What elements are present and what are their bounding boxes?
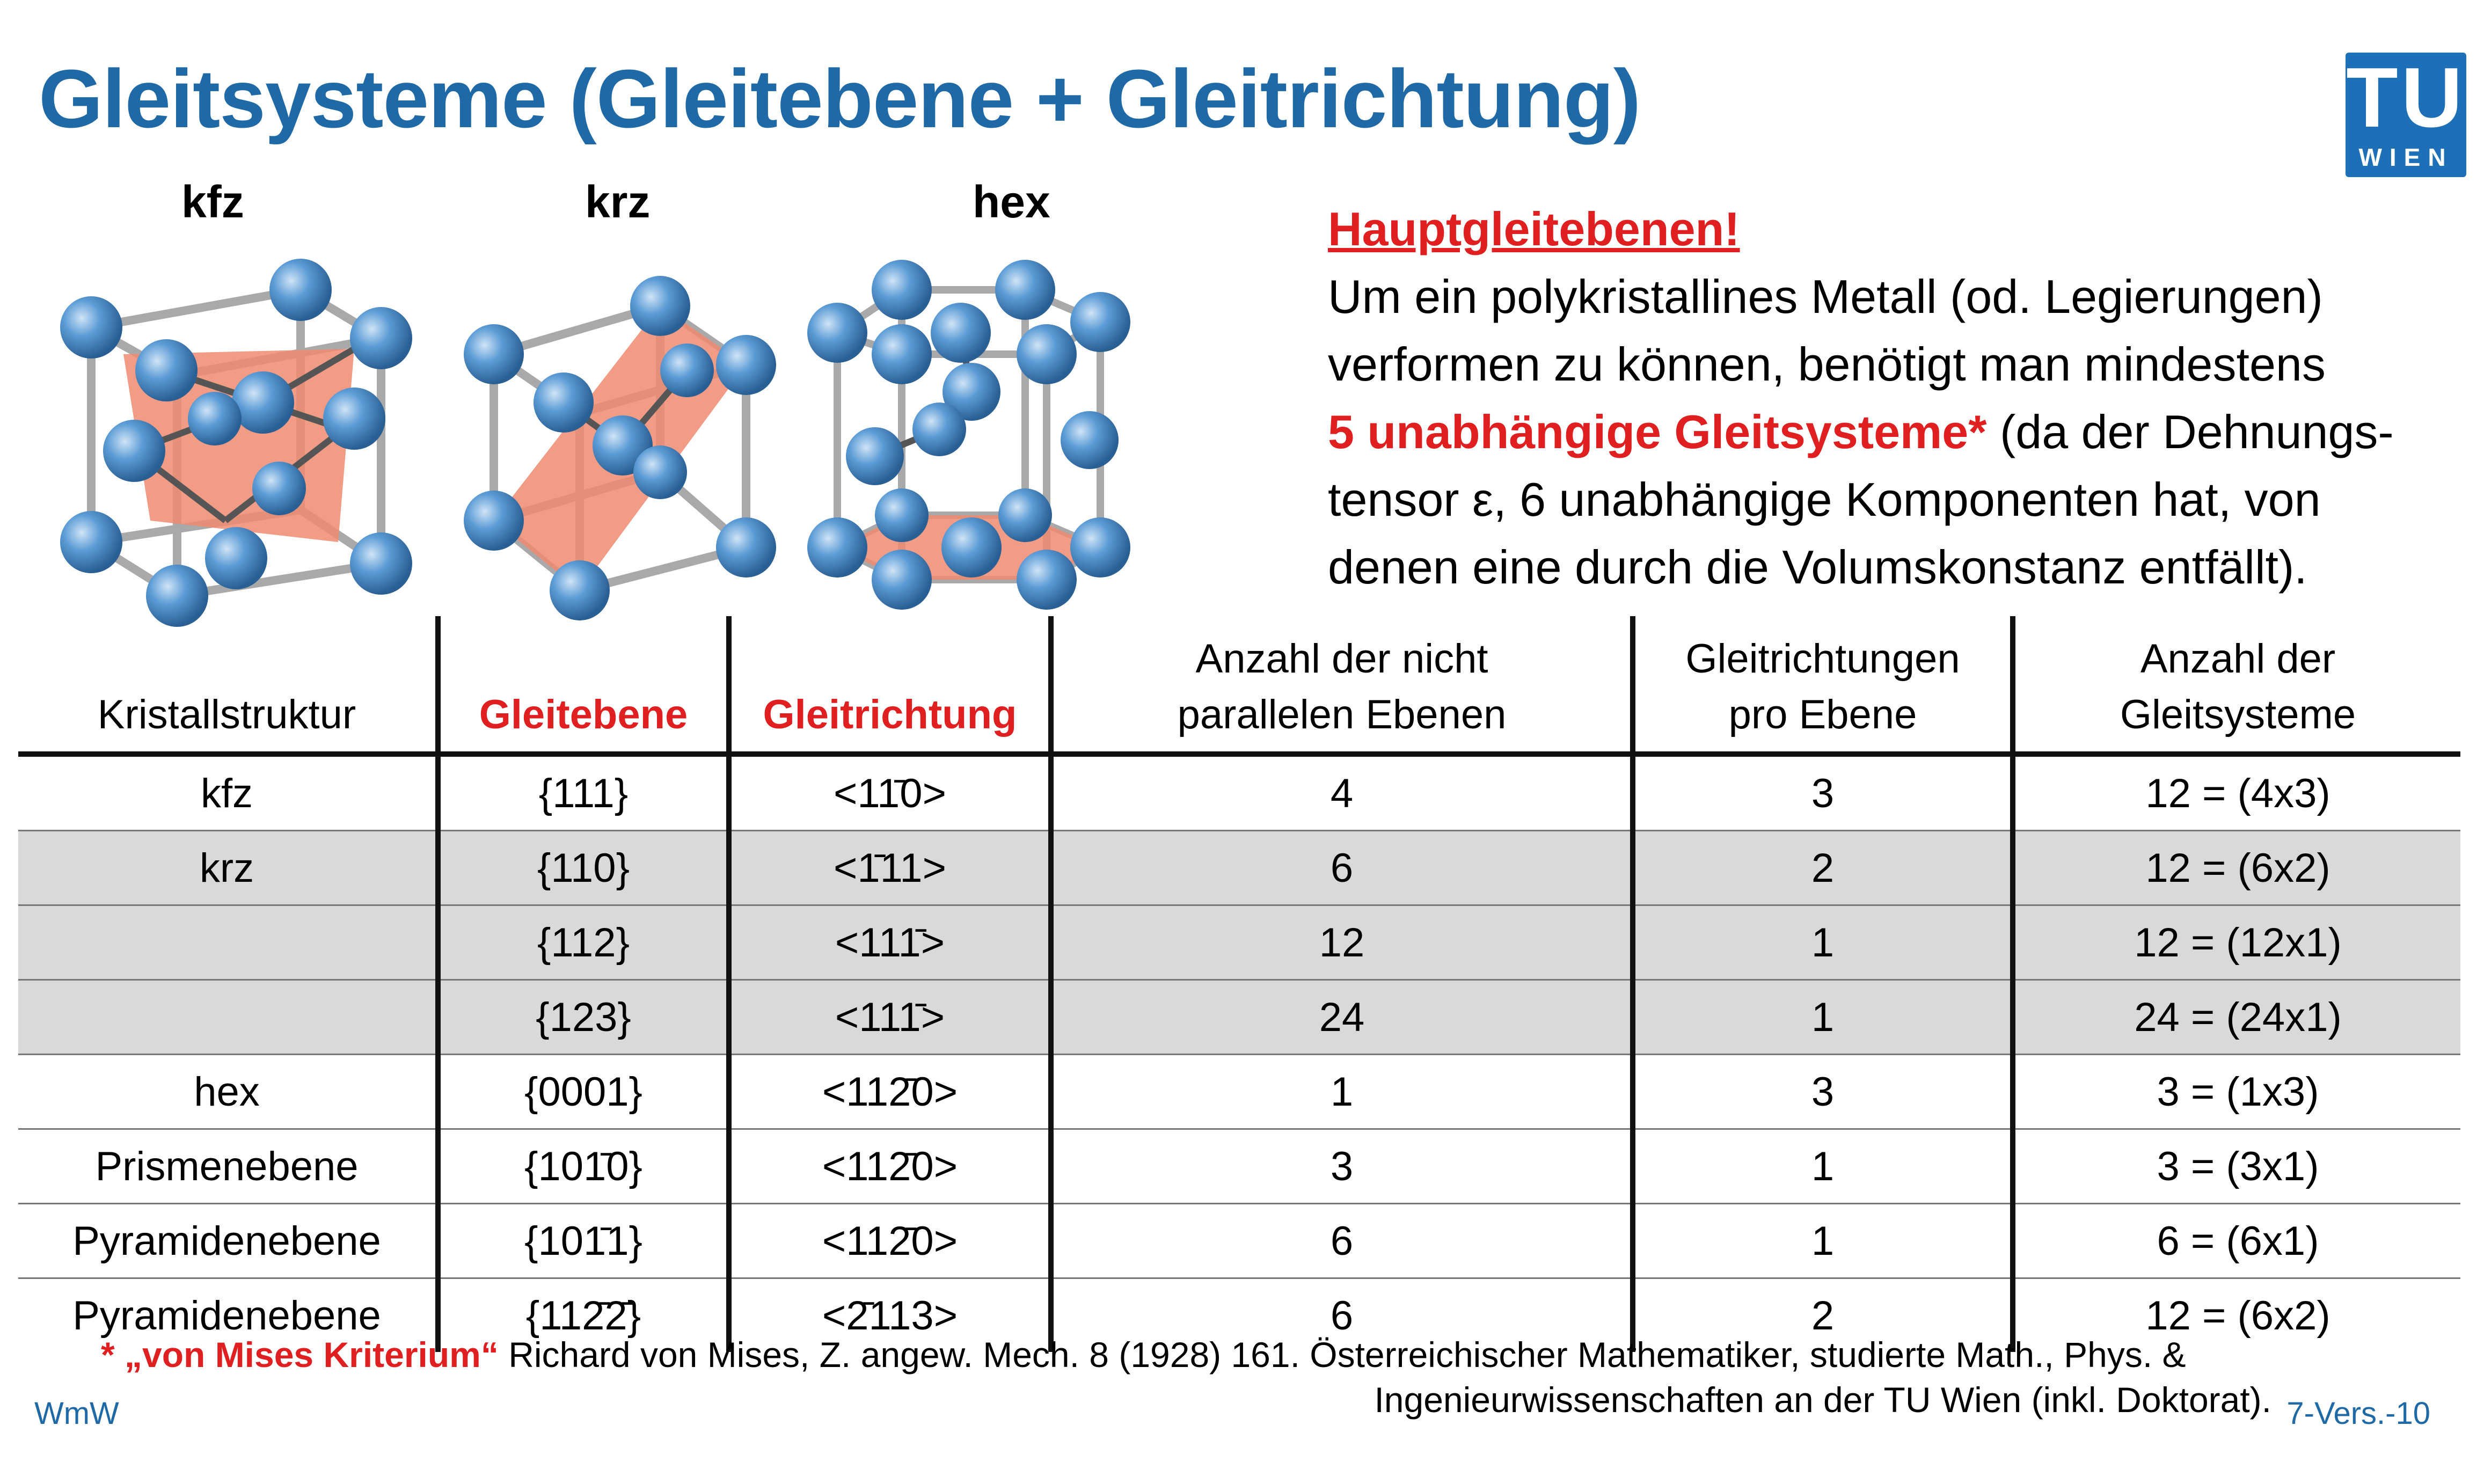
info-paragraph [1328,263,2460,601]
cell-struct: krz [18,831,438,905]
footnote-text: Richard von Mises, Z. angew. Mech. 8 (1928) 161. Österreichischer Mathematiker, studierte Math., Phys. & [498,1335,2186,1375]
cell-n-planes: 6 [1051,1204,1633,1278]
header-num-sys-2: Gleitsysteme [2120,692,2356,737]
info-highlight: 5 unabhängige Gleitsysteme* [1328,405,1987,458]
cell-n-planes: 6 [1051,831,1633,905]
cell-dir: <1̄11> [729,831,1051,905]
hcp-unit-cell-icon [800,247,1208,644]
cell-dir: <112̄0> [729,1204,1051,1278]
cell-plane: {101̄1} [438,1204,729,1278]
cell-struct [18,980,438,1055]
cell-n-planes: 1 [1051,1055,1633,1129]
header-num-planes-2: parallelen Ebenen [1177,692,1507,737]
table-row [18,1129,2460,1204]
info-line2: (da der Dehnungs-tensor ε, 6 unabhängige Komponenten hat, von denen eine durch die Volumskonstanz entfällt). [1328,405,2394,594]
table-row [18,831,2460,905]
cell-dir: <11̄0> [729,754,1051,831]
header-dirs-per-plane [1633,616,2013,754]
cell-dir: <2̄113> [729,1278,1051,1353]
footnote-line1 [101,1334,2186,1375]
slide-title: Gleitsysteme (Gleitebene + Gleitrichtung) [39,53,1641,145]
cell-plane: {123} [438,980,729,1055]
header-struct: Kristallstruktur [18,616,438,754]
footer-left-label: WmW [34,1396,119,1431]
table-row [18,980,2460,1055]
cell-plane: {110} [438,831,729,905]
cell-n-dirs: 1 [1633,1129,2013,1204]
footnote-marker: * „von Mises Kriterium“ [101,1335,499,1375]
cell-dir: <111̄> [729,980,1051,1055]
fcc-unit-cell-icon [54,242,451,628]
slip-systems-table [18,616,2460,1352]
cell-struct [18,905,438,980]
table-header-row [18,616,2460,754]
cell-plane: {112} [438,905,729,980]
table-row [18,754,2460,831]
label-krz: krz [585,177,651,227]
cell-n-dirs: 1 [1633,905,2013,980]
cell-n-planes: 3 [1051,1129,1633,1204]
cell-struct: Pyramidenebene [72,1292,381,1339]
cell-n-planes: 12 [1051,905,1633,980]
cell-n-sys: 12 = (6x2) [2013,1278,2460,1353]
cell-plane: {111} [438,754,729,831]
logo-wien-text: WIEN [2358,143,2453,171]
cell-n-sys: 3 = (3x1) [2013,1129,2460,1204]
cell-n-dirs: 2 [1633,1278,2013,1353]
cell-dir: <112̄0> [729,1129,1051,1204]
cell-n-dirs: 2 [1633,831,2013,905]
header-plane: Gleitebene [438,616,729,754]
info-heading: Hauptgleitebenen! [1328,202,1740,255]
footnote-line2: Ingenieurwissenschaften an der TU Wien (inkl. Doktorat). [1374,1380,2271,1420]
cell-n-planes: 4 [1051,754,1633,831]
table-row [18,905,2460,980]
header-num-sys-1: Anzahl der [2140,636,2336,682]
tu-wien-logo [2346,50,2466,177]
header-dirs-per-plane-1: Gleitrichtungen [1685,636,1960,682]
cell-n-planes: 6 [1051,1278,1633,1353]
info-text-block [1328,195,2460,601]
label-hex: hex [973,177,1050,227]
cell-struct: hex [18,1055,438,1129]
table-row [18,1204,2460,1278]
cell-dir: <112̄0> [729,1055,1051,1129]
header-dirs-per-plane-2: pro Ebene [1728,692,1917,737]
header-dir: Gleitrichtung [729,616,1051,754]
cell-n-sys: 3 = (1x3) [2013,1055,2460,1129]
cell-struct: kfz [18,754,438,831]
label-kfz: kfz [181,177,244,227]
cell-n-sys: 24 = (24x1) [2013,980,2460,1055]
cell-n-planes: 24 [1051,980,1633,1055]
header-num-sys [2013,616,2460,754]
cell-struct: Prismenebene [18,1129,438,1204]
cell-n-dirs: 3 [1633,754,2013,831]
cell-n-dirs: 1 [1633,1204,2013,1278]
table-row [18,1055,2460,1129]
cell-plane: {101̄0} [438,1129,729,1204]
cell-dir: <111̄> [729,905,1051,980]
cell-struct: Pyramidenebene [18,1204,438,1278]
header-num-planes [1051,616,1633,754]
info-line1: Um ein polykristallines Metall (od. Legierungen) verformen zu können, benötigt man mindestens [1328,270,2326,391]
cell-n-sys: 12 = (12x1) [2013,905,2460,980]
slide-number: 7-Vers.-10 [2286,1396,2430,1431]
cell-plane: {0001} [438,1055,729,1129]
cell-n-dirs: 1 [1633,980,2013,1055]
cell-n-dirs: 3 [1633,1055,2013,1129]
bcc-unit-cell-icon [456,268,800,633]
logo-tu-text: TU [2346,50,2466,145]
cell-n-sys: 12 = (4x3) [2013,754,2460,831]
cell-plane: {112̄2̄} [438,1278,729,1353]
cell-n-sys: 12 = (6x2) [2013,831,2460,905]
header-num-planes-1: Anzahl der nicht [1195,636,1488,682]
cell-n-sys: 6 = (6x1) [2013,1204,2460,1278]
